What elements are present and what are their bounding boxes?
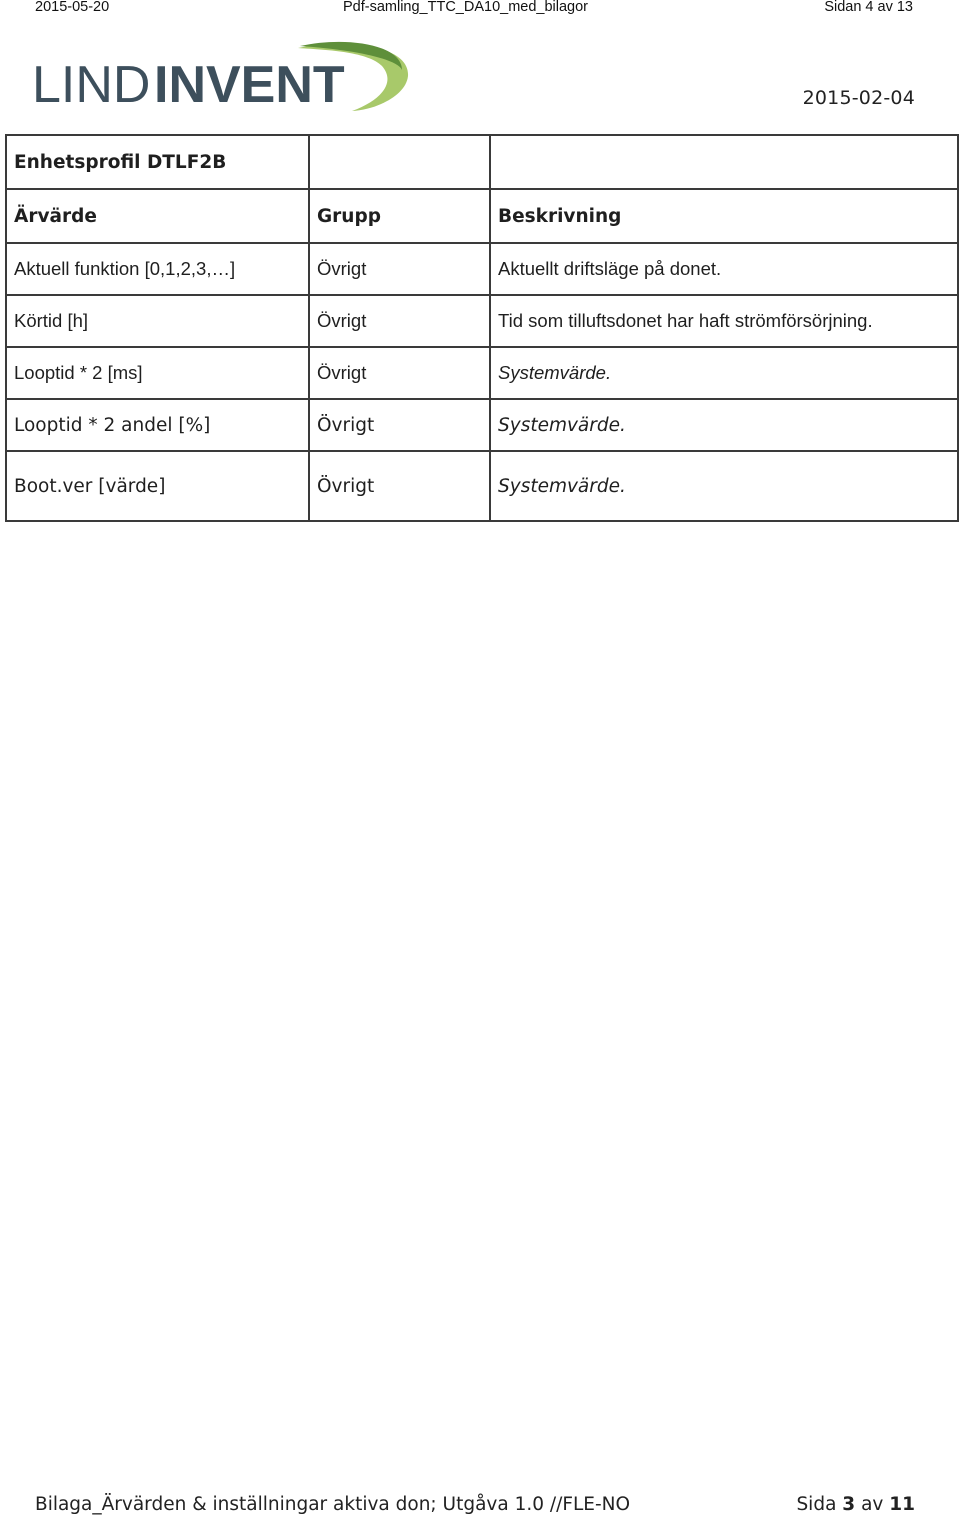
table-header-row [6,189,958,243]
cell-value: Looptid * 2 [ms] [6,347,309,399]
empty-cell [309,135,490,189]
table-title: Enhetsprofil DTLF2B [6,135,309,189]
cell-value: Körtid [h] [6,295,309,347]
print-page-number: Sidan 4 av 13 [824,0,913,15]
footer-page-sep: av [861,1494,884,1515]
table-row [6,295,958,347]
cell-value: Aktuell funktion [0,1,2,3,…] [6,243,309,295]
table-title-row [6,135,958,189]
logo-text-bold: INVENT [154,56,345,113]
print-date: 2015-05-20 [35,0,110,15]
table-row [6,451,958,521]
cell-group: Övrigt [309,295,490,347]
header-arvarde: Ärvärde [6,189,309,243]
cell-group: Övrigt [309,243,490,295]
print-filename: Pdf-samling_TTC_DA10_med_bilagor [343,0,589,15]
cell-group: Övrigt [309,399,490,451]
cell-description: Tid som tilluftsdonet har haft strömförsörjning. [490,295,958,347]
cell-value: Boot.ver [värde] [6,451,309,521]
cell-description: Aktuellt driftsläge på donet. [490,243,958,295]
table-row [6,399,958,451]
document-date: 2015-02-04 [802,87,915,109]
table-row [6,347,958,399]
lindinvent-logo [30,38,420,113]
footer-page-number [796,1494,915,1515]
table-row [6,243,958,295]
cell-description: Systemvärde. [490,399,958,451]
cell-group: Övrigt [309,347,490,399]
print-header [0,0,960,16]
cell-description: Systemvärde. [490,347,958,399]
header-beskrivning: Beskrivning [490,189,958,243]
device-profile-table [5,134,959,522]
footer-document-title: Bilaga_Ärvärden & inställningar aktiva don; Utgåva 1.0 //FLE-NO [35,1494,631,1515]
cell-value: Looptid * 2 andel [%] [6,399,309,451]
empty-cell [490,135,958,189]
cell-description: Systemvärde. [490,451,958,521]
footer-page-total: 11 [889,1494,915,1515]
footer-page-prefix: Sida [796,1494,837,1515]
page-footer [35,1494,915,1518]
logo-text-light: LIND [32,56,151,113]
cell-group: Övrigt [309,451,490,521]
footer-page-current: 3 [842,1494,856,1515]
header-grupp: Grupp [309,189,490,243]
